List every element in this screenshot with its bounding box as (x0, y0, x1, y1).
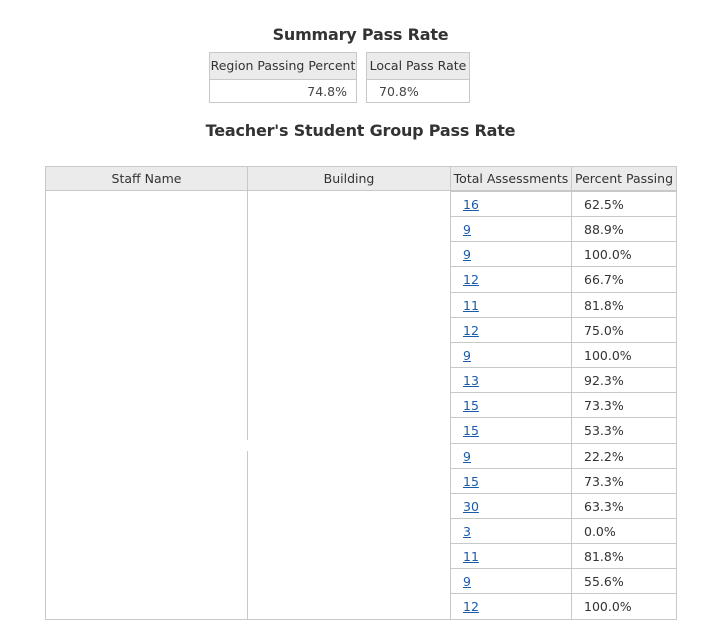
total-assessments-link[interactable]: 12 (463, 599, 479, 615)
total-assessments-link[interactable]: 15 (463, 473, 479, 489)
local-pass-rate-header: Local Pass Rate (367, 53, 469, 80)
table-row (451, 367, 677, 392)
percent-passing-cell: 63.3% (584, 498, 624, 514)
percent-passing-cell: 66.7% (584, 272, 624, 288)
column-header-building[interactable]: Building (248, 167, 450, 191)
percent-passing-cell: 75.0% (584, 322, 624, 338)
local-pass-rate-box (366, 52, 470, 103)
percent-passing-cell: 0.0% (584, 523, 616, 539)
table-row (451, 593, 677, 618)
percent-passing-cell: 81.8% (584, 297, 624, 313)
table-row (451, 493, 677, 518)
total-assessments-link[interactable]: 3 (463, 523, 471, 539)
total-assessments-link[interactable]: 15 (463, 398, 479, 414)
table-row (451, 191, 677, 216)
table-row (451, 292, 677, 317)
total-assessments-link[interactable]: 9 (463, 347, 471, 363)
total-assessments-link[interactable]: 13 (463, 373, 479, 389)
local-pass-rate-value: 70.8% (379, 84, 419, 99)
column-divider (247, 167, 248, 619)
percent-passing-cell: 22.2% (584, 448, 624, 464)
table-row (451, 216, 677, 241)
region-passing-percent-header: Region Passing Percent (210, 53, 356, 80)
percent-passing-cell: 62.5% (584, 197, 624, 212)
percent-passing-cell: 92.3% (584, 373, 624, 389)
table-row (451, 266, 677, 291)
total-assessments-link[interactable]: 11 (463, 549, 479, 565)
total-assessments-link[interactable]: 9 (463, 222, 471, 238)
total-assessments-link[interactable]: 9 (463, 448, 471, 464)
percent-passing-cell: 55.6% (584, 574, 624, 590)
total-assessments-link[interactable]: 12 (463, 322, 479, 338)
percent-passing-cell: 73.3% (584, 473, 624, 489)
table-row (451, 241, 677, 266)
table-row (451, 317, 677, 342)
percent-passing-cell: 88.9% (584, 222, 624, 238)
total-assessments-link[interactable]: 30 (463, 498, 479, 514)
table-row (451, 543, 677, 568)
region-passing-percent-box (209, 52, 357, 103)
percent-passing-cell: 81.8% (584, 549, 624, 565)
table-row (451, 468, 677, 493)
student-group-pass-rate-table (45, 166, 677, 620)
total-assessments-link[interactable]: 16 (463, 197, 479, 212)
percent-passing-cell: 100.0% (584, 247, 632, 263)
table-row (451, 518, 677, 543)
table-row (451, 443, 677, 468)
column-header-staff-name[interactable]: Staff Name (46, 167, 247, 191)
percent-passing-cell: 73.3% (584, 398, 624, 414)
table-row (451, 568, 677, 593)
column-header-percent-passing[interactable]: Percent Passing (572, 167, 676, 191)
percent-passing-cell: 100.0% (584, 347, 632, 363)
table-row (451, 392, 677, 417)
student-group-pass-rate-title: Teacher's Student Group Pass Rate (205, 121, 516, 140)
percent-passing-cell: 100.0% (584, 599, 632, 615)
total-assessments-link[interactable]: 9 (463, 574, 471, 590)
column-divider-gap (247, 440, 250, 451)
column-header-total-assessments[interactable]: Total Assessments (451, 167, 571, 191)
total-assessments-link[interactable]: 15 (463, 423, 479, 439)
total-assessments-link[interactable]: 9 (463, 247, 471, 263)
percent-passing-cell: 53.3% (584, 423, 624, 439)
total-assessments-link[interactable]: 12 (463, 272, 479, 288)
summary-pass-rate-title: Summary Pass Rate (272, 25, 449, 44)
region-passing-percent-value: 74.8% (307, 84, 347, 99)
table-row (451, 417, 677, 442)
table-row (451, 342, 677, 367)
total-assessments-link[interactable]: 11 (463, 297, 479, 313)
